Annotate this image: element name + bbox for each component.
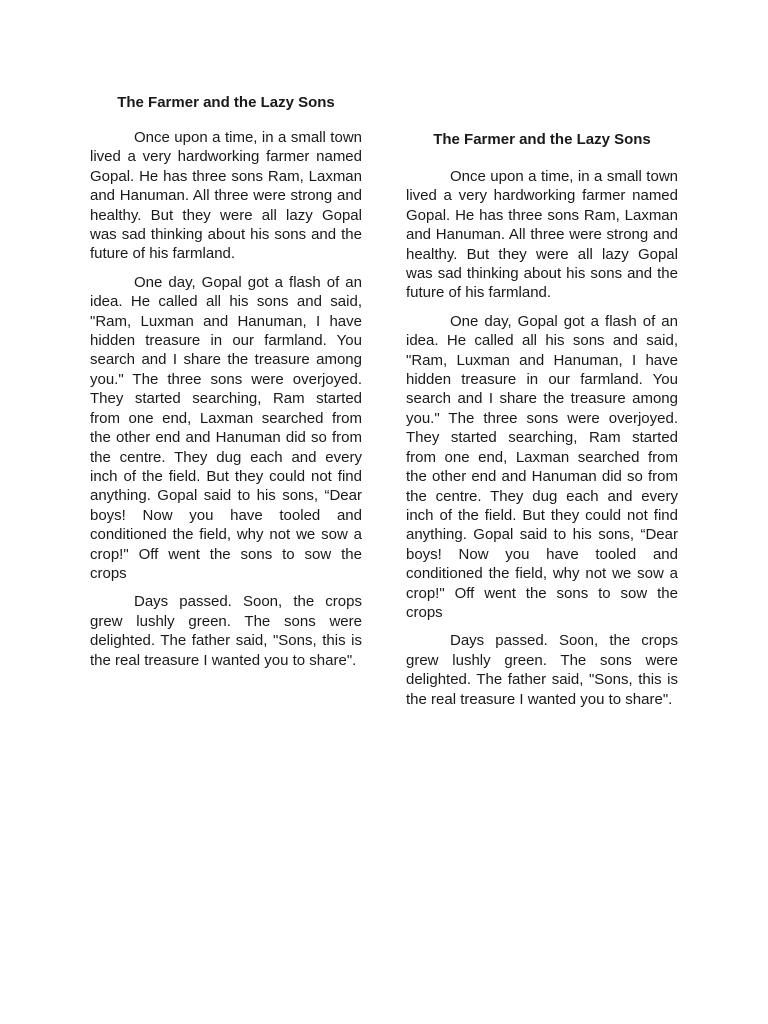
right-column bbox=[406, 130, 678, 718]
story-title: The Farmer and the Lazy Sons bbox=[117, 94, 335, 111]
story-title: The Farmer and the Lazy Sons bbox=[433, 131, 651, 148]
story-paragraph-1: Once upon a time, in a small town lived a very hardworking farmer named Gopal. He has three sons Ram, Laxman and Hanuman. All three were strong and healthy. But they were all lazy Gopal was sad thinking about his sons and the future of his farmland. bbox=[406, 168, 678, 302]
story-paragraph-2: One day, Gopal got a flash of an idea. He called all his sons and said, "Ram, Luxman and Hanuman, I have hidden treasure in our farmland. You search and I share the treasure among you." The three sons were overjoyed. They started searching, Ram started from one end, Laxman searched from the other end and Hanuman did so from the centre. They dug each and every inch of the field. But they could not find anything. Gopal said to his sons, “Dear boys! Now you have tooled and conditioned the field, why not we sow a crop!" Off went the sons to sow the crops bbox=[90, 273, 362, 582]
left-column bbox=[90, 93, 362, 679]
story-paragraph-2: One day, Gopal got a flash of an idea. He called all his sons and said, "Ram, Luxman and Hanuman, I have hidden treasure in our farmland. You search and I share the treasure among you." The three sons were overjoyed. They started searching, Ram started from one end, Laxman searched from the other end and Hanuman did so from the centre. They dug each and every inch of the field. But they could not find anything. Gopal said to his sons, “Dear boys! Now you have tooled and conditioned the field, why not we sow a crop!" Off went the sons to sow the crops bbox=[406, 312, 678, 621]
story-paragraph-3: Days passed. Soon, the crops grew lushly green. The sons were delighted. The father said, "Sons, this is the real treasure I wanted you to share". bbox=[406, 632, 678, 708]
story-paragraph-1: Once upon a time, in a small town lived a very hardworking farmer named Gopal. He has three sons Ram, Laxman and Hanuman. All three were strong and healthy. But they were all lazy Gopal was sad thinking about his sons and the future of his farmland. bbox=[90, 129, 362, 263]
story-paragraph-3: Days passed. Soon, the crops grew lushly green. The sons were delighted. The father said, "Sons, this is the real treasure I wanted you to share". bbox=[90, 593, 362, 669]
